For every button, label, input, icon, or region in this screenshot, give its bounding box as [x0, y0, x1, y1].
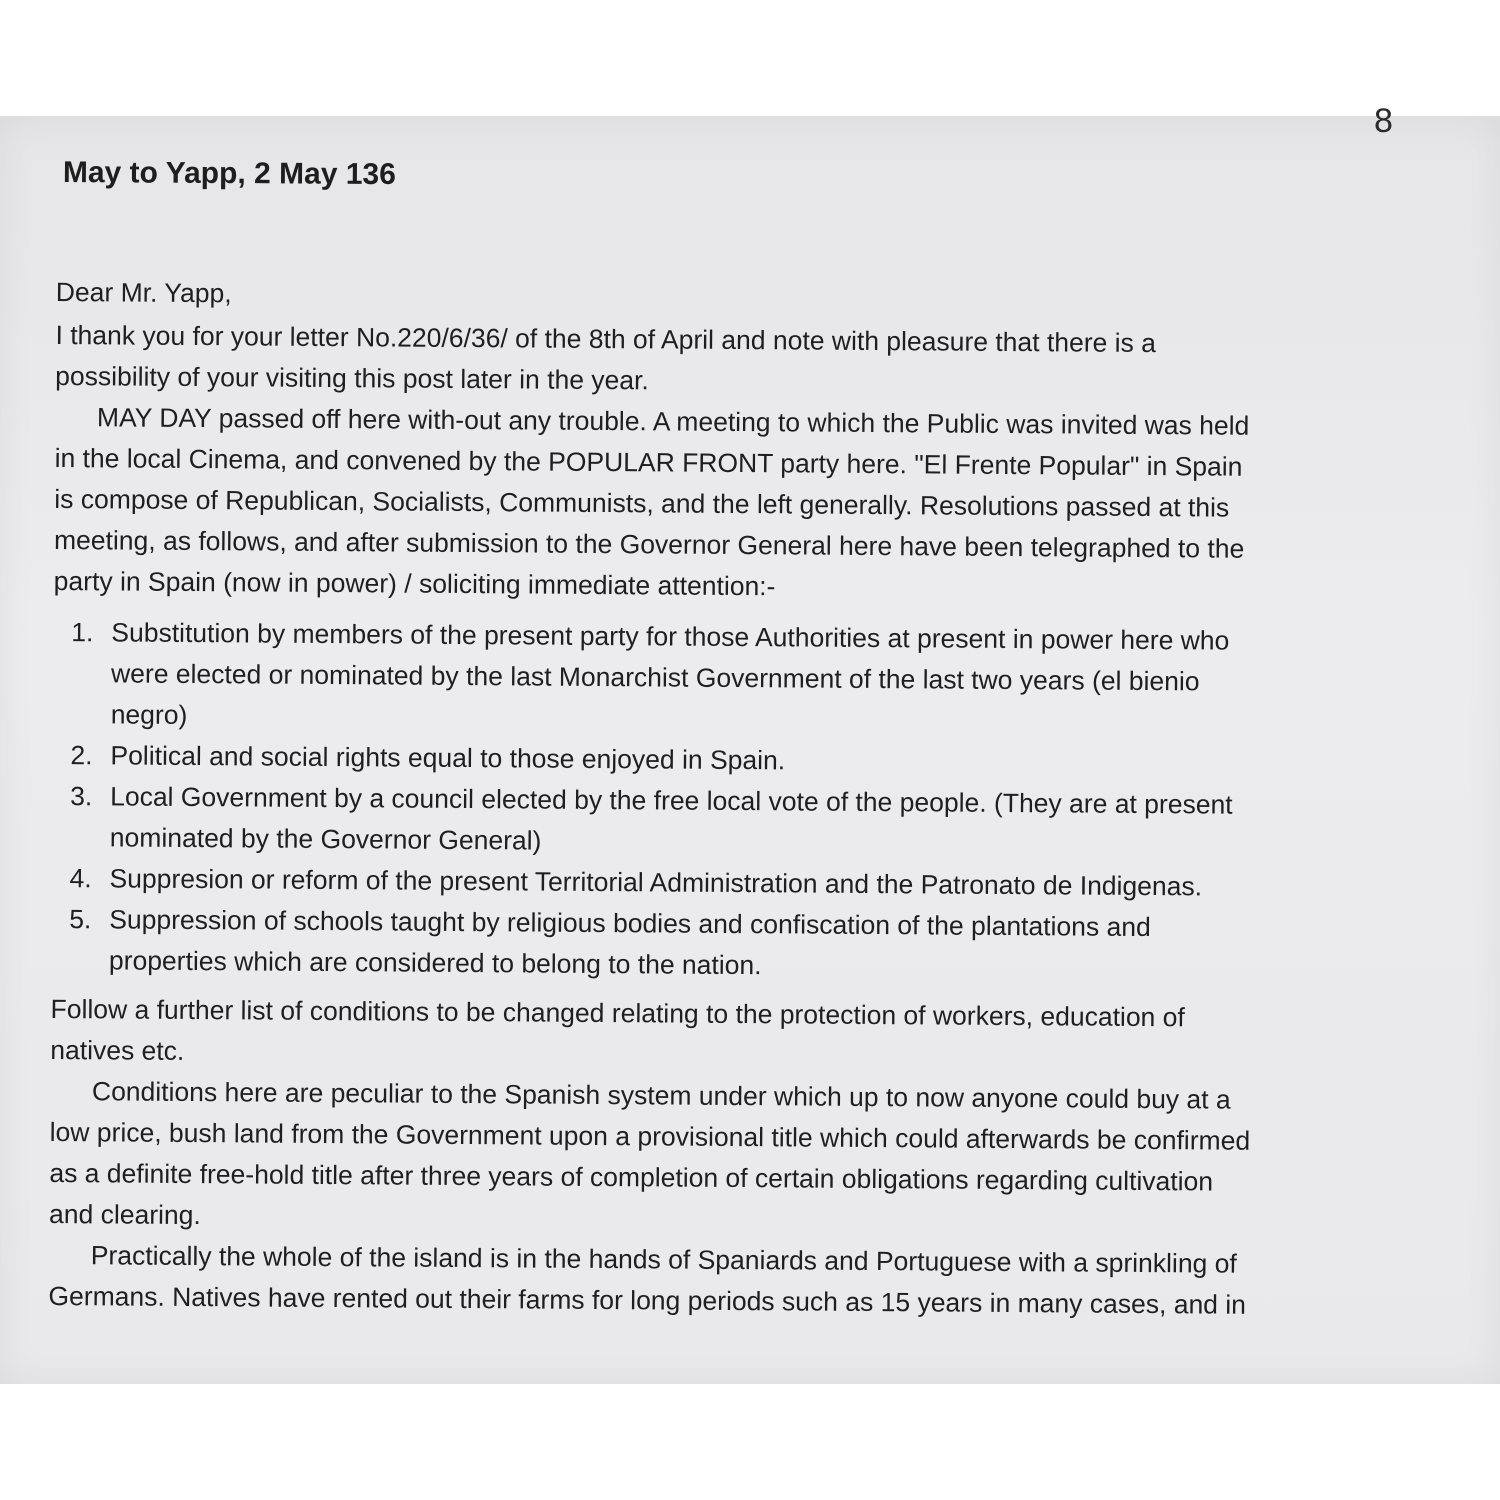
- resolution-line: Substitution by members of the present party for those Authorities at present in power here who: [111, 617, 1230, 656]
- resolution-line: nominated by the Governor General): [109, 822, 542, 856]
- resolution-line: Suppression of schools taught by religious bodies and confiscation of the plantations and: [109, 904, 1151, 943]
- resolution-number: 2.: [70, 740, 93, 771]
- resolution-number: 3.: [70, 781, 93, 812]
- paragraph-line: natives etc.: [50, 1034, 185, 1066]
- paragraph-line: party in Spain (now in power) / soliciting immediate attention:-: [53, 565, 776, 602]
- paragraph-line: Practically the whole of the island is in the hands of Spaniards and Portuguese with a sprinkling of: [90, 1240, 1237, 1279]
- paragraph-line: Germans. Natives have rented out their farms for long periods such as 15 years in many cases, and in: [48, 1280, 1247, 1320]
- resolution-number: 1.: [71, 617, 94, 648]
- letter-title: May to Yapp, 2 May 136: [62, 156, 396, 192]
- paragraph-line: as a definite free-hold title after three years of completion of certain obligations regarding cultivation: [49, 1157, 1214, 1197]
- paragraph-line: I thank you for your letter No.220/6/36/ of the 8th of April and note with pleasure that there is a: [55, 319, 1157, 359]
- paragraph-line: MAY DAY passed off here with-out any trouble. A meeting to which the Public was invited was held: [96, 402, 1250, 441]
- resolution-number: 4.: [69, 863, 92, 894]
- resolution-line: were elected or nominated by the last Monarchist Government of the last two years (el bienio: [110, 658, 1200, 697]
- paragraph-line: and clearing.: [48, 1198, 201, 1231]
- salutation: Dear Mr. Yapp,: [55, 276, 232, 309]
- resolution-item: [52, 776, 1413, 868]
- resolution-line: negro): [110, 699, 188, 730]
- resolution-item: [51, 899, 1412, 991]
- resolution-line: Political and social rights equal to those enjoyed in Spain.: [110, 740, 786, 776]
- resolution-line: Suppresion or reform of the present Territorial Administration and the Patronato de Indigenas.: [109, 863, 1203, 902]
- resolution-line: Local Government by a council elected by the free local vote of the people. (They are at present: [110, 781, 1233, 820]
- paragraph-line: meeting, as follows, and after submission to the Governor General here have been telegraphed to the: [53, 524, 1245, 564]
- letter-body: [48, 272, 1416, 1327]
- page-number: 8: [1374, 102, 1393, 140]
- resolutions-list: [51, 612, 1414, 991]
- paragraph-line: in the local Cinema, and convened by the POPULAR FRONT party here. "El Frente Popular" in Spain: [54, 442, 1243, 482]
- resolution-number: 5.: [69, 904, 92, 935]
- resolution-line: properties which are considered to belong to the nation.: [108, 945, 762, 981]
- paragraph-line: Follow a further list of conditions to be changed relating to the protection of workers, education of: [50, 993, 1185, 1033]
- paragraph-line: Conditions here are peculiar to the Spanish system under which up to now anyone could buy at a: [91, 1076, 1231, 1115]
- paragraph-line: is compose of Republican, Socialists, Communists, and the left generally. Resolutions passed at this: [54, 483, 1230, 523]
- paragraph-line: possibility of your visiting this post later in the year.: [55, 360, 649, 396]
- resolution-item: [53, 612, 1414, 745]
- paragraph-line: low price, bush land from the Government upon a provisional title which could afterwards be confirmed: [49, 1116, 1251, 1156]
